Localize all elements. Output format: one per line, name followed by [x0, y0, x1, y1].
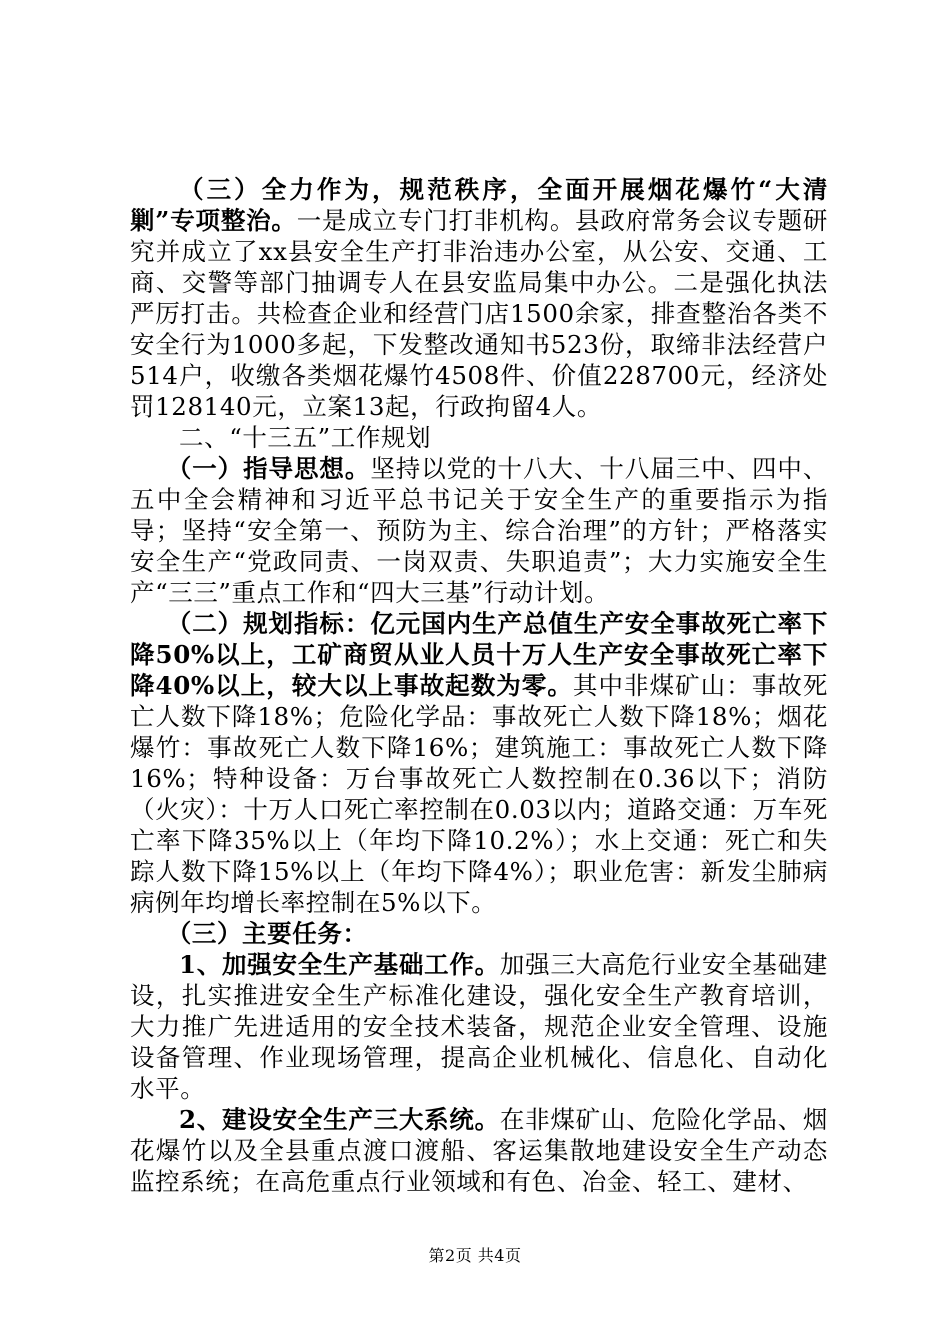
tasks-heading: （三）主要任务：	[166, 919, 368, 948]
page-total: 共4页	[477, 1246, 522, 1265]
section-3-heading: （三）全力作为，规范秩序，全面开展烟花爆竹“大清剿”专项整治。	[130, 175, 828, 235]
indicators-body: 其中非煤矿山：事故死亡人数下降18%；危险化学品：事故死亡人数下降18%；烟花爆竹：事故死亡人数下降16%；建筑施工：事故死亡人数下降16%；特种设备：万台事故死亡人数控制在0.36以下；消防（火灾）：十万人口死亡率控制在0.03以内；道路交通：万车死亡率下降35%以上（年均下降10.2%）；水上交通：死亡和失踪人数下降15%以上（年均下降4%）；职业危害：新发尘肺病病例年均增长率控制在5%以下。	[130, 671, 828, 917]
document-body	[130, 174, 828, 1197]
task-1-paragraph	[130, 949, 828, 1104]
page-footer	[0, 1243, 950, 1266]
page-number: 第2页	[428, 1246, 473, 1265]
tasks-heading-paragraph	[130, 918, 828, 949]
task-2-body: 在非煤矿山、危险化学品、烟花爆竹以及全县重点渡口渡船、客运集散地建设安全生产动态监控系统；在高危重点行业领域和有色、冶金、轻工、建材、	[130, 1105, 828, 1196]
plan-title-text: 二、“十三五”工作规划	[179, 423, 432, 452]
section-3-paragraph	[130, 174, 828, 422]
plan-title	[130, 422, 828, 453]
indicators-heading: （二）规划指标：亿元国内生产总值生产安全事故死亡率下降50%以上，工矿商贸从业人员十万人生产安全事故死亡率下降40%以上，较大以上事故起数为零。	[130, 609, 828, 700]
guiding-body: 坚持以党的十八大、十八届三中、四中、五中全会精神和习近平总书记关于安全生产的重要指示为指导；坚持“安全第一、预防为主、综合治理”的方针；严格落实安全生产“党政同责、一岗双责、失职追责”；大力实施安全生产“三三”重点工作和“四大三基”行动计划。	[130, 454, 828, 607]
indicators-paragraph	[130, 608, 828, 918]
task-1-body: 加强三大高危行业安全基础建设，扎实推进安全生产标准化建设，强化安全生产教育培训，大力推广先进适用的安全技术装备，规范企业安全管理、设施设备管理、作业现场管理，提高企业机械化、信息化、自动化水平。	[130, 950, 828, 1103]
task-2-heading: 2、建设安全生产三大系统。	[179, 1105, 500, 1134]
guiding-heading: （一）指导思想。	[166, 454, 371, 483]
section-3-body: 一是成立专门打非机构。县政府常务会议专题研究并成立了xx县安全生产打非治违办公室，从公安、交通、工商、交警等部门抽调专人在县安监局集中办公。二是强化执法严厉打击。共检查企业和经营门店1500余家，排查整治各类不安全行为1000多起，下发整改通知书523份，取缔非法经营户514户，收缴各类烟花爆竹4508件、价值228700元，经济处罚128140元，立案13起，行政拘留4人。	[130, 206, 828, 421]
task-2-paragraph	[130, 1104, 828, 1197]
task-1-heading: 1、加强安全生产基础工作。	[179, 950, 500, 979]
guiding-paragraph	[130, 453, 828, 608]
